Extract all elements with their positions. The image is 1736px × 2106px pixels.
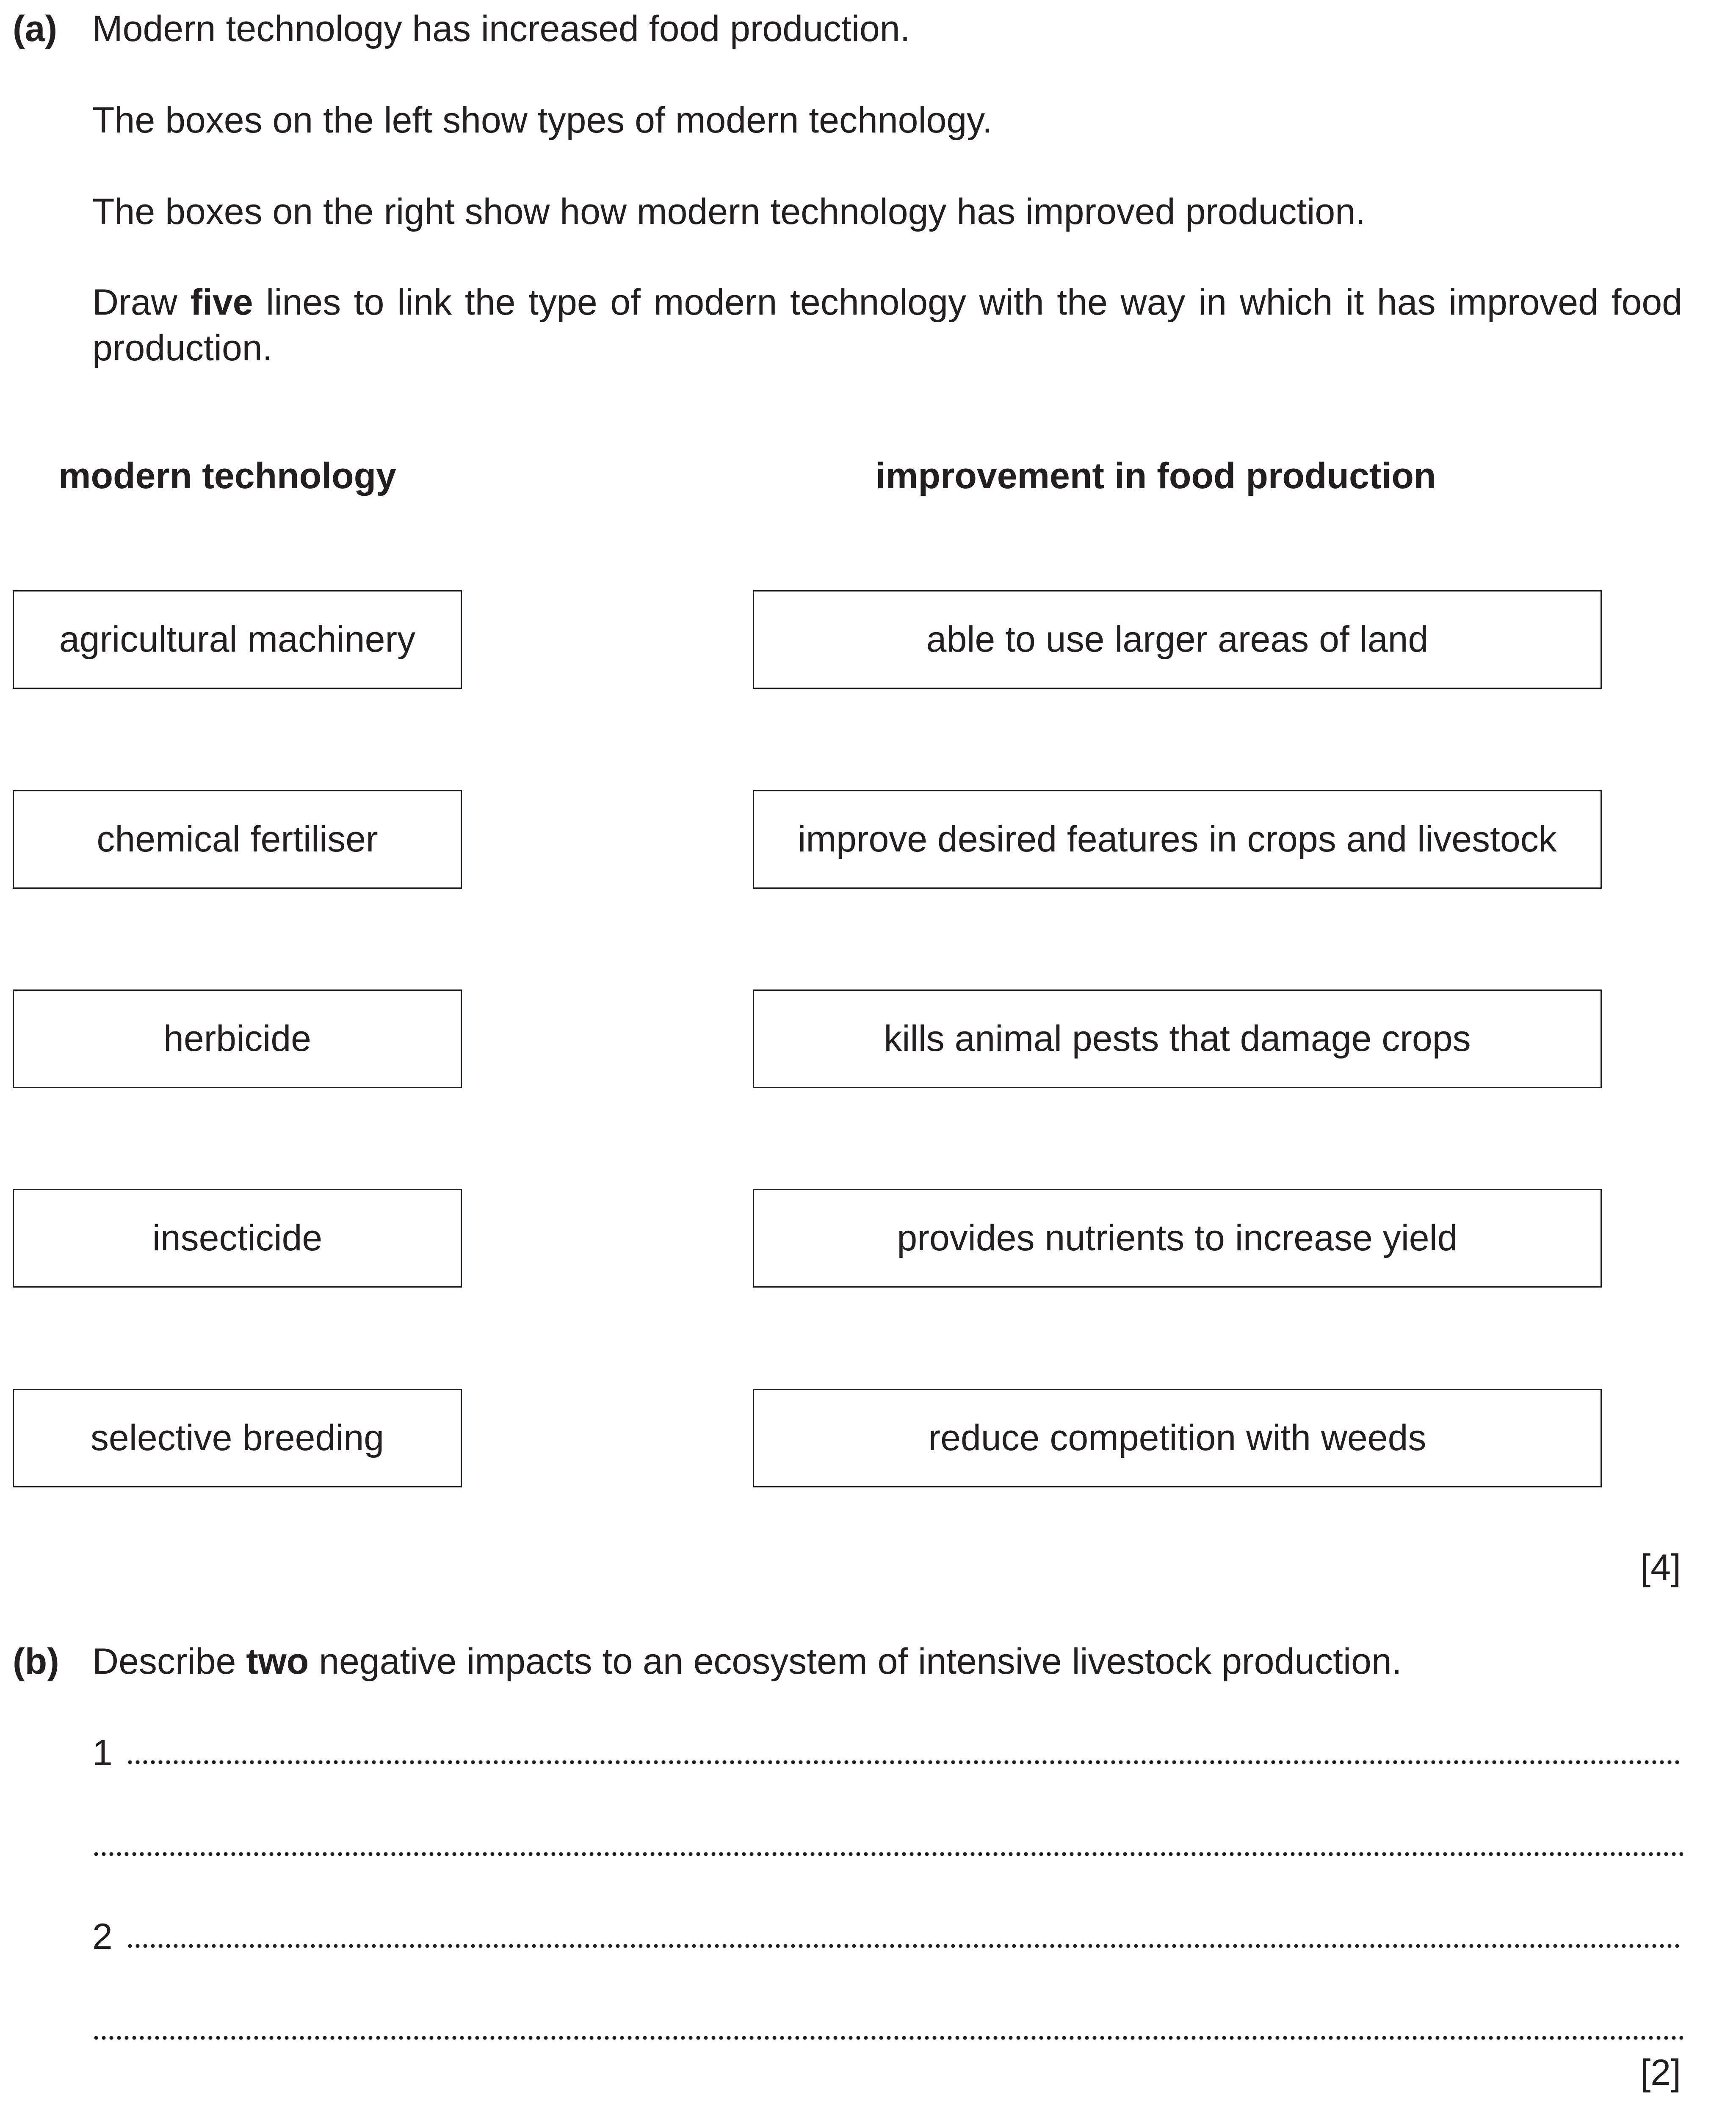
improvement-box[interactable]: improve desired features in crops and livestock	[753, 790, 1602, 889]
improvement-box[interactable]: reduce competition with weeds	[753, 1389, 1602, 1487]
technology-box[interactable]: selective breeding	[13, 1389, 462, 1487]
part-a-marks: [4]	[1640, 1547, 1681, 1588]
answer-line-2a[interactable]	[126, 1944, 1683, 1948]
technology-box[interactable]: herbicide	[13, 989, 462, 1088]
right-boxes-description: The boxes on the right show how modern technology has improved production.	[92, 191, 1366, 232]
instruction	[92, 279, 1682, 371]
answer-line-2b[interactable]	[92, 2036, 1683, 2040]
instruction-bold: five	[190, 282, 253, 323]
improvement-box[interactable]: kills animal pests that damage crops	[753, 989, 1602, 1088]
instruction-pre: Draw	[92, 282, 191, 323]
part-b-prompt-pre: Describe	[92, 1641, 246, 1682]
technology-box[interactable]: agricultural machinery	[13, 590, 462, 689]
improvement-box[interactable]: provides nutrients to increase yield	[753, 1189, 1602, 1288]
part-a-intro: Modern technology has increased food production.	[92, 8, 910, 49]
part-b-prompt	[92, 1640, 1402, 1683]
technology-box[interactable]: chemical fertiliser	[13, 790, 462, 889]
improvement-box[interactable]: able to use larger areas of land	[753, 590, 1602, 689]
technology-box[interactable]: insecticide	[13, 1189, 462, 1288]
left-boxes-description: The boxes on the left show types of modern technology.	[92, 100, 992, 141]
part-b-marks: [2]	[1640, 2052, 1681, 2093]
part-b-prompt-bold: two	[246, 1641, 309, 1682]
answer-line-1a[interactable]	[126, 1760, 1683, 1764]
left-column-heading: modern technology	[58, 456, 396, 496]
instruction-post: lines to link the type of modern technology with the way in which it has improved food production.	[92, 282, 1682, 368]
part-b-prompt-post: negative impacts to an ecosystem of intensive livestock production.	[309, 1641, 1402, 1682]
answer-number-1: 1	[92, 1733, 113, 1773]
part-b-label: (b)	[13, 1641, 59, 1682]
part-a-label: (a)	[13, 8, 58, 49]
right-column-heading: improvement in food production	[876, 456, 1436, 496]
answer-line-1b[interactable]	[92, 1852, 1683, 1856]
answer-number-2: 2	[92, 1916, 113, 1957]
